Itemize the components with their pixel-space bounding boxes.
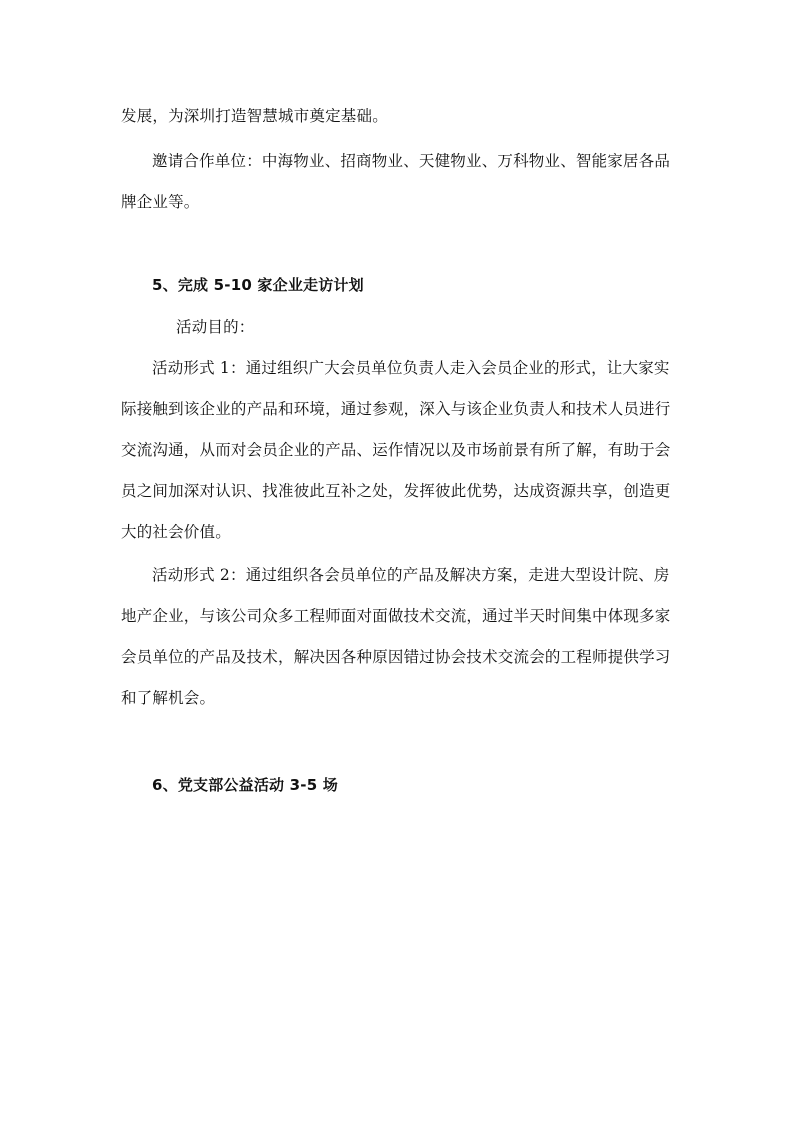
paragraph-line: 大的社会价值。	[121, 523, 231, 541]
paragraph-line: 活动目的：	[176, 318, 255, 336]
paragraph-line: 发展，为深圳打造智慧城市奠定基础。	[121, 107, 388, 125]
paragraph-line: 活动形式 1：通过组织广大会员单位负责人走入会员企业的形式，让大家实	[152, 359, 670, 377]
paragraph-line: 员之间加深对认识、找准彼此互补之处，发挥彼此优势，达成资源共享，创造更	[121, 482, 671, 500]
paragraph-line: 地产企业，与该公司众多工程师面对面做技术交流，通过半天时间集中体现多家	[121, 607, 671, 625]
paragraph-line: 邀请合作单位：中海物业、招商物业、天健物业、万科物业、智能家居各品	[152, 152, 671, 170]
paragraph-line: 际接触到该企业的产品和环境，通过参观，深入与该企业负责人和技术人员进行	[121, 400, 671, 418]
paragraph-line: 交流沟通，从而对会员企业的产品、运作情况以及市场前景有所了解，有助于会	[121, 441, 671, 459]
paragraph-line: 活动形式 2：通过组织各会员单位的产品及解决方案，走进大型设计院、房	[152, 566, 670, 584]
paragraph-line: 会员单位的产品及技术，解决因各种原因错过协会技术交流会的工程师提供学习	[121, 648, 671, 666]
section-heading-5: 5、完成 5-10 家企业走访计划	[152, 276, 364, 294]
paragraph-line: 和了解机会。	[121, 689, 216, 707]
paragraph-line: 牌企业等。	[121, 193, 200, 211]
section-heading-6: 6、党支部公益活动 3-5 场	[152, 776, 338, 794]
